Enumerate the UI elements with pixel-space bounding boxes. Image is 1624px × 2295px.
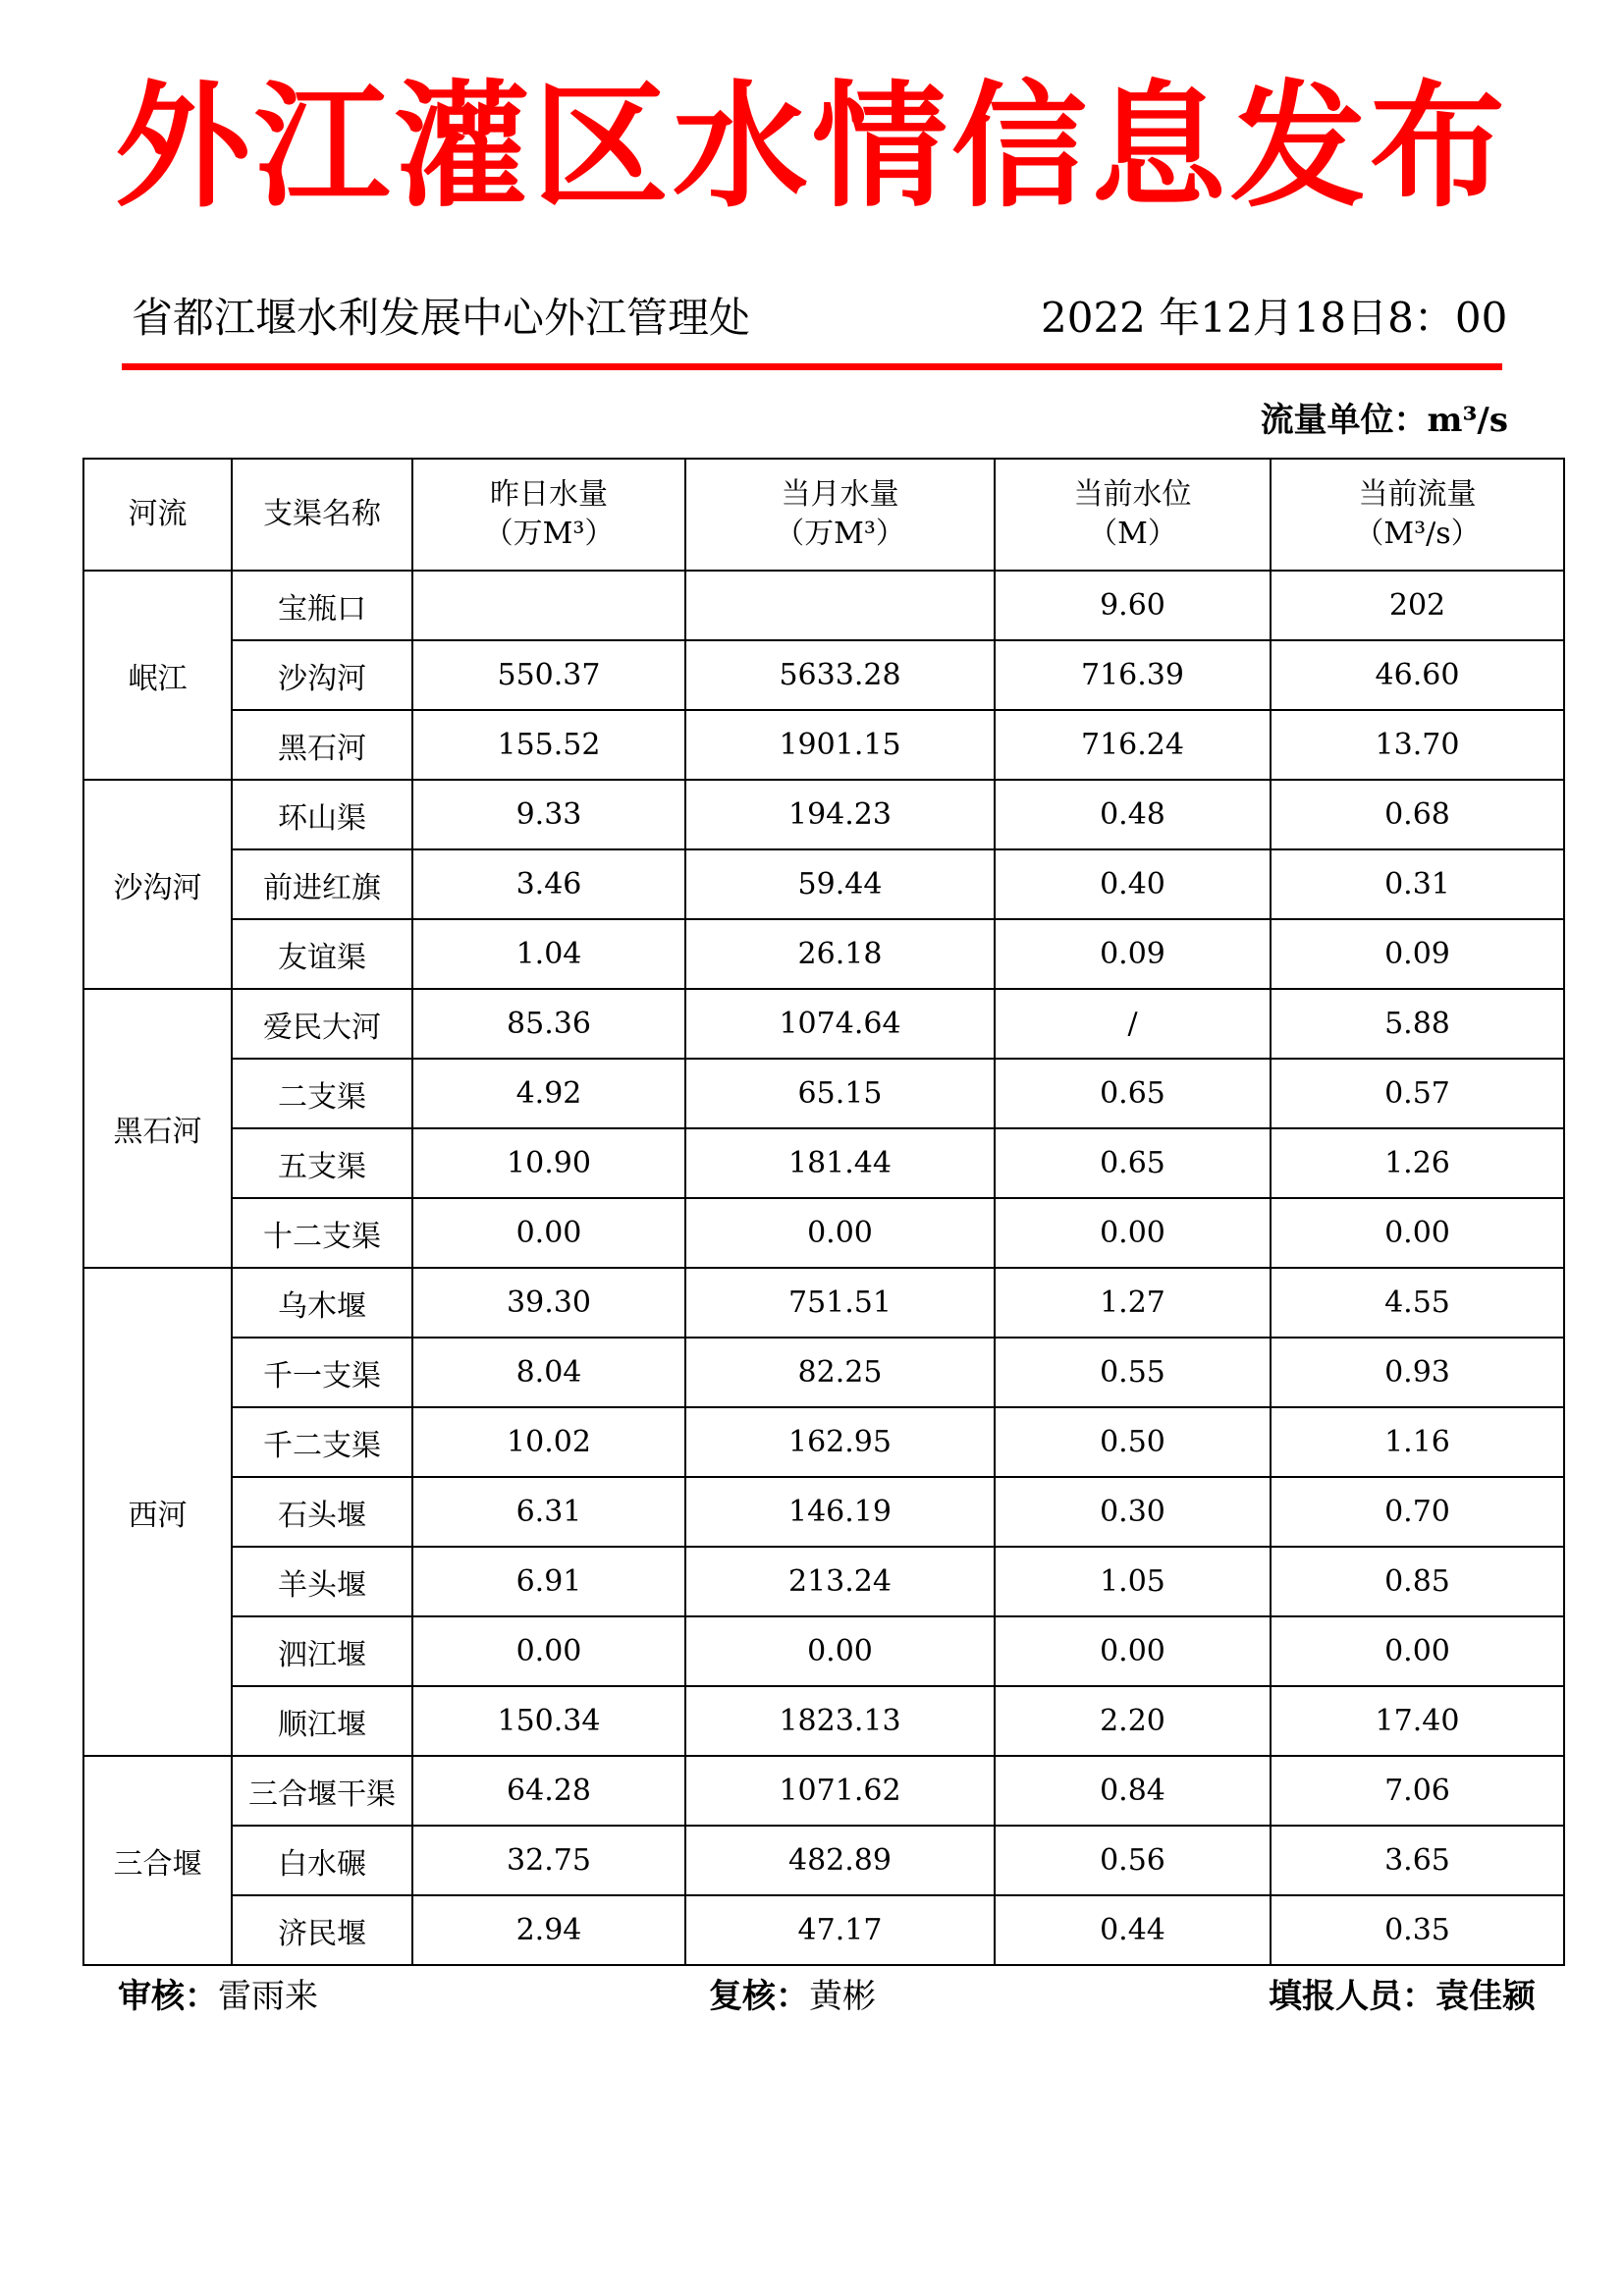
table-row xyxy=(83,849,1564,919)
filler-label: 填报人员： xyxy=(1269,1977,1435,2016)
water-level-cell: 0.40 xyxy=(995,849,1271,919)
flow-cell: 0.68 xyxy=(1271,780,1564,849)
yesterday-volume-cell: 2.94 xyxy=(412,1895,685,1965)
month-volume-cell xyxy=(685,571,995,640)
flow-cell: 46.60 xyxy=(1271,640,1564,710)
yesterday-volume-cell xyxy=(412,571,685,640)
branch-name-cell: 二支渠 xyxy=(232,1059,412,1128)
flow-cell: 0.00 xyxy=(1271,1616,1564,1686)
column-header-level: 当前水位 （M） xyxy=(995,459,1271,571)
month-volume-cell: 181.44 xyxy=(685,1128,995,1198)
branch-name-cell: 白水碾 xyxy=(232,1826,412,1895)
flow-cell: 3.65 xyxy=(1271,1826,1564,1895)
water-level-cell: 716.39 xyxy=(995,640,1271,710)
branch-name-cell: 千二支渠 xyxy=(232,1407,412,1477)
month-volume-cell: 1071.62 xyxy=(685,1756,995,1826)
yesterday-volume-cell: 0.00 xyxy=(412,1198,685,1268)
red-divider xyxy=(122,363,1502,370)
flow-cell: 0.93 xyxy=(1271,1338,1564,1407)
month-volume-cell: 213.24 xyxy=(685,1547,995,1616)
branch-name-cell: 十二支渠 xyxy=(232,1198,412,1268)
water-level-cell: 0.09 xyxy=(995,919,1271,989)
river-name-cell: 沙沟河 xyxy=(83,780,232,989)
river-name-cell: 西河 xyxy=(83,1268,232,1756)
report-datetime: 2022 年12月18日8：00 xyxy=(1041,294,1508,342)
table-row xyxy=(83,1059,1564,1128)
table-row xyxy=(83,1128,1564,1198)
table-row xyxy=(83,1616,1564,1686)
filler-line xyxy=(1269,1974,1536,2019)
water-level-cell: 1.27 xyxy=(995,1268,1271,1338)
table-row xyxy=(83,1477,1564,1547)
water-level-cell: 0.30 xyxy=(995,1477,1271,1547)
branch-name-cell: 友谊渠 xyxy=(232,919,412,989)
table-row xyxy=(83,1686,1564,1756)
month-volume-cell: 1901.15 xyxy=(685,710,995,780)
water-level-cell: 0.44 xyxy=(995,1895,1271,1965)
yesterday-volume-cell: 6.91 xyxy=(412,1547,685,1616)
yesterday-volume-cell: 8.04 xyxy=(412,1338,685,1407)
branch-name-cell: 爱民大河 xyxy=(232,989,412,1059)
table-row xyxy=(83,571,1564,640)
yesterday-volume-cell: 150.34 xyxy=(412,1686,685,1756)
flow-cell: 1.16 xyxy=(1271,1407,1564,1477)
water-level-cell: 0.65 xyxy=(995,1059,1271,1128)
water-level-cell: 0.56 xyxy=(995,1826,1271,1895)
river-name-cell: 黑石河 xyxy=(83,989,232,1268)
branch-name-cell: 石头堰 xyxy=(232,1477,412,1547)
branch-name-cell: 羊头堰 xyxy=(232,1547,412,1616)
water-level-cell: 0.55 xyxy=(995,1338,1271,1407)
table-row xyxy=(83,710,1564,780)
table-row xyxy=(83,1895,1564,1965)
branch-name-cell: 乌木堰 xyxy=(232,1268,412,1338)
month-volume-cell: 751.51 xyxy=(685,1268,995,1338)
yesterday-volume-cell: 0.00 xyxy=(412,1616,685,1686)
branch-name-cell: 沙沟河 xyxy=(232,640,412,710)
month-volume-cell: 65.15 xyxy=(685,1059,995,1128)
flow-cell: 1.26 xyxy=(1271,1128,1564,1198)
month-volume-cell: 194.23 xyxy=(685,780,995,849)
water-level-cell: 2.20 xyxy=(995,1686,1271,1756)
flow-cell: 0.35 xyxy=(1271,1895,1564,1965)
table-row xyxy=(83,1407,1564,1477)
water-level-cell: 0.48 xyxy=(995,780,1271,849)
rechecker-line xyxy=(709,1974,876,2019)
table-row xyxy=(83,1547,1564,1616)
column-header-month: 当月水量 （万M³） xyxy=(685,459,995,571)
month-volume-cell: 0.00 xyxy=(685,1616,995,1686)
yesterday-volume-cell: 3.46 xyxy=(412,849,685,919)
yesterday-volume-cell: 10.90 xyxy=(412,1128,685,1198)
column-header-yesterday: 昨日水量 （万M³） xyxy=(412,459,685,571)
flow-cell: 7.06 xyxy=(1271,1756,1564,1826)
table-header-row xyxy=(83,459,1564,571)
reviewer-line xyxy=(118,1974,318,2019)
yesterday-volume-cell: 39.30 xyxy=(412,1268,685,1338)
yesterday-volume-cell: 155.52 xyxy=(412,710,685,780)
flow-cell: 5.88 xyxy=(1271,989,1564,1059)
table-row xyxy=(83,780,1564,849)
flow-cell: 4.55 xyxy=(1271,1268,1564,1338)
column-header-branch: 支渠名称 xyxy=(232,459,412,571)
flow-cell: 0.31 xyxy=(1271,849,1564,919)
water-level-cell: 0.50 xyxy=(995,1407,1271,1477)
table-row xyxy=(83,640,1564,710)
flow-cell: 0.00 xyxy=(1271,1198,1564,1268)
yesterday-volume-cell: 32.75 xyxy=(412,1826,685,1895)
water-level-cell: / xyxy=(995,989,1271,1059)
water-level-cell: 716.24 xyxy=(995,710,1271,780)
table-row xyxy=(83,1198,1564,1268)
month-volume-cell: 146.19 xyxy=(685,1477,995,1547)
column-header-flow: 当前流量 （M³/s） xyxy=(1271,459,1564,571)
table-row xyxy=(83,919,1564,989)
table-body xyxy=(83,571,1564,1965)
yesterday-volume-cell: 1.04 xyxy=(412,919,685,989)
river-name-cell: 三合堰 xyxy=(83,1756,232,1965)
reviewer-name: 雷雨来 xyxy=(218,1977,318,2016)
yesterday-volume-cell: 10.02 xyxy=(412,1407,685,1477)
month-volume-cell: 482.89 xyxy=(685,1826,995,1895)
flow-cell: 17.40 xyxy=(1271,1686,1564,1756)
river-name-cell: 岷江 xyxy=(83,571,232,780)
yesterday-volume-cell: 9.33 xyxy=(412,780,685,849)
table-row xyxy=(83,1826,1564,1895)
month-volume-cell: 59.44 xyxy=(685,849,995,919)
yesterday-volume-cell: 85.36 xyxy=(412,989,685,1059)
yesterday-volume-cell: 64.28 xyxy=(412,1756,685,1826)
reviewer-label: 审核： xyxy=(118,1977,218,2016)
month-volume-cell: 162.95 xyxy=(685,1407,995,1477)
filler-name: 袁佳颍 xyxy=(1435,1977,1536,2016)
water-level-cell: 9.60 xyxy=(995,571,1271,640)
flow-cell: 0.70 xyxy=(1271,1477,1564,1547)
water-level-cell: 0.00 xyxy=(995,1198,1271,1268)
branch-name-cell: 济民堰 xyxy=(232,1895,412,1965)
branch-name-cell: 环山渠 xyxy=(232,780,412,849)
branch-name-cell: 顺江堰 xyxy=(232,1686,412,1756)
month-volume-cell: 0.00 xyxy=(685,1198,995,1268)
month-volume-cell: 1823.13 xyxy=(685,1686,995,1756)
branch-name-cell: 宝瓶口 xyxy=(232,571,412,640)
flow-cell: 0.57 xyxy=(1271,1059,1564,1128)
flow-cell: 0.85 xyxy=(1271,1547,1564,1616)
rechecker-name: 黄彬 xyxy=(809,1977,876,2016)
table-row xyxy=(83,1268,1564,1338)
flow-unit-label: 流量单位：m³/s xyxy=(1260,401,1508,440)
water-info-table xyxy=(82,458,1565,1966)
flow-cell: 202 xyxy=(1271,571,1564,640)
water-level-cell: 0.84 xyxy=(995,1756,1271,1826)
table-row xyxy=(83,989,1564,1059)
organization-name: 省都江堰水利发展中心外江管理处 xyxy=(132,294,751,342)
branch-name-cell: 千一支渠 xyxy=(232,1338,412,1407)
flow-cell: 0.09 xyxy=(1271,919,1564,989)
yesterday-volume-cell: 550.37 xyxy=(412,640,685,710)
yesterday-volume-cell: 6.31 xyxy=(412,1477,685,1547)
branch-name-cell: 三合堰干渠 xyxy=(232,1756,412,1826)
flow-cell: 13.70 xyxy=(1271,710,1564,780)
branch-name-cell: 前进红旗 xyxy=(232,849,412,919)
month-volume-cell: 82.25 xyxy=(685,1338,995,1407)
branch-name-cell: 泗江堰 xyxy=(232,1616,412,1686)
table-row xyxy=(83,1338,1564,1407)
month-volume-cell: 5633.28 xyxy=(685,640,995,710)
yesterday-volume-cell: 4.92 xyxy=(412,1059,685,1128)
month-volume-cell: 26.18 xyxy=(685,919,995,989)
month-volume-cell: 47.17 xyxy=(685,1895,995,1965)
table-row xyxy=(83,1756,1564,1826)
branch-name-cell: 黑石河 xyxy=(232,710,412,780)
water-level-cell: 0.00 xyxy=(995,1616,1271,1686)
month-volume-cell: 1074.64 xyxy=(685,989,995,1059)
water-level-cell: 1.05 xyxy=(995,1547,1271,1616)
water-level-cell: 0.65 xyxy=(995,1128,1271,1198)
column-header-river: 河流 xyxy=(83,459,232,571)
rechecker-label: 复核： xyxy=(709,1977,809,2016)
branch-name-cell: 五支渠 xyxy=(232,1128,412,1198)
page-title: 外江灌区水情信息发布 xyxy=(114,68,1509,226)
